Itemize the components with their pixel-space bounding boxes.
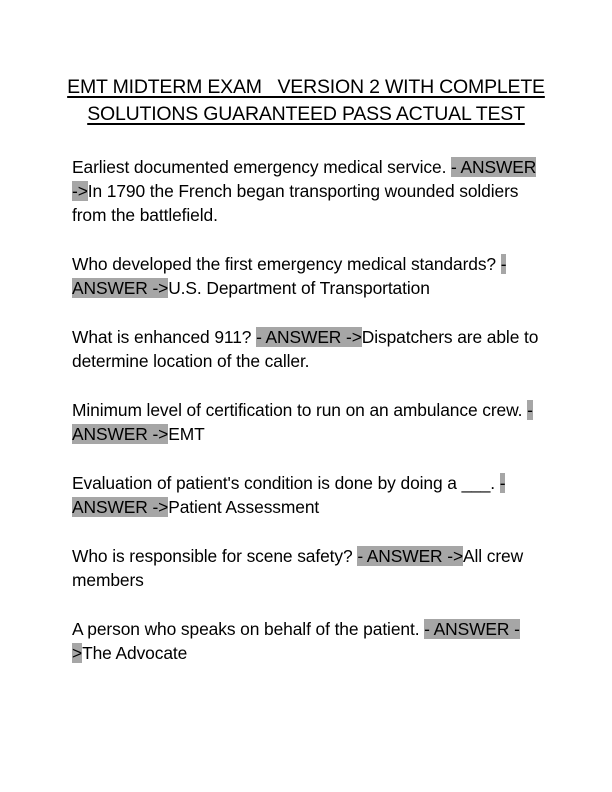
title-line-1: EMT MIDTERM EXAM VERSION 2 WITH COMPLETE [67, 76, 545, 98]
answer-marker: - ANSWER -> [72, 473, 506, 517]
qa-item [72, 325, 542, 373]
qa-item [72, 471, 542, 519]
answer-text: EMT [168, 424, 205, 444]
qa-item [72, 252, 542, 300]
answer-marker: - ANSWER -> [256, 327, 362, 347]
question-text: What is enhanced 911? [72, 327, 252, 347]
question-text: A person who speaks on behalf of the patient. [72, 619, 420, 639]
title-line-2: SOLUTIONS GUARANTEED PASS ACTUAL TEST [87, 103, 525, 125]
answer-text: All crew members [72, 546, 524, 590]
qa-item [72, 155, 542, 227]
answer-text: In 1790 the French began transporting wounded soldiers from the battlefield. [72, 181, 519, 225]
answer-text: The Advocate [82, 643, 188, 663]
answer-marker: - ANSWER -> [357, 546, 464, 566]
answer-text: U.S. Department of Transportation [168, 278, 430, 298]
answer-marker: - ANSWER -> [72, 619, 520, 663]
answer-marker: - ANSWER -> [72, 157, 537, 201]
question-text: Evaluation of patient's condition is done by doing a ___. [72, 473, 496, 493]
qa-list [72, 155, 542, 690]
answer-marker: - ANSWER -> [72, 400, 533, 444]
answer-marker: - ANSWER -> [72, 254, 507, 298]
qa-item [72, 544, 542, 592]
question-text: Who is responsible for scene safety? [72, 546, 353, 566]
answer-text: Dispatchers are able to determine location of the caller. [72, 327, 539, 371]
answer-text: Patient Assessment [168, 497, 320, 517]
qa-item [72, 398, 542, 446]
question-text: Who developed the first emergency medical standards? [72, 254, 496, 274]
document-title [40, 74, 572, 128]
question-text: Earliest documented emergency medical service. [72, 157, 447, 177]
qa-item [72, 617, 542, 665]
question-text: Minimum level of certification to run on an ambulance crew. [72, 400, 523, 420]
